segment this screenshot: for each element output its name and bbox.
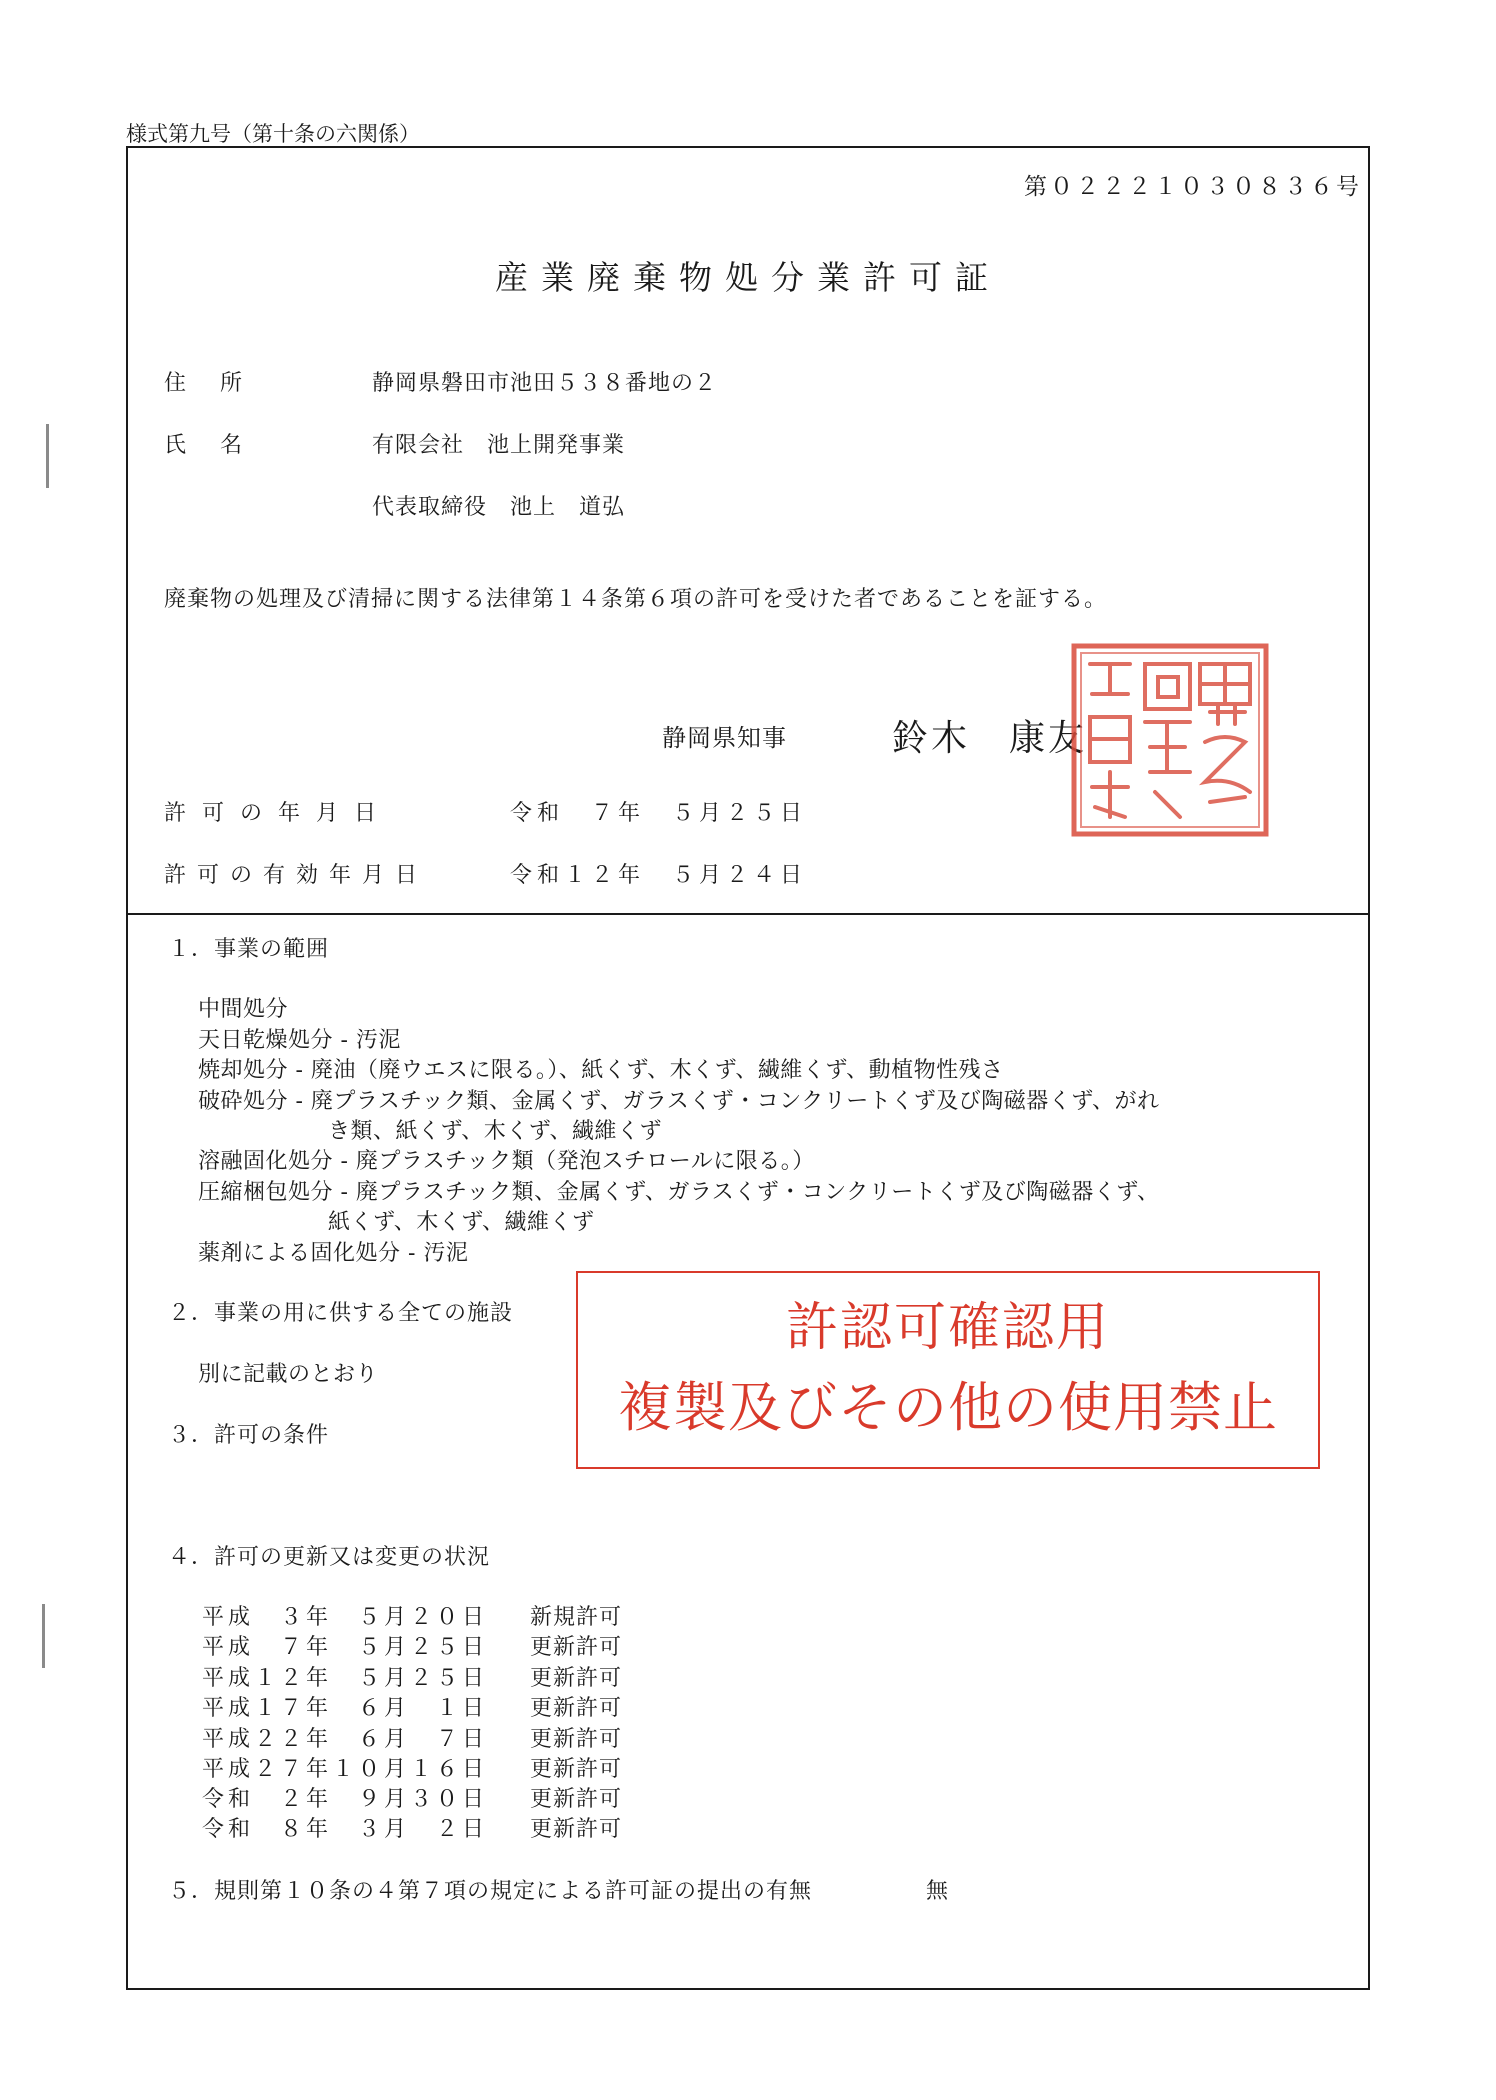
scope-line: 焼却処分 - 廃油（廃ウエスに限る。）、紙くず、木くず、繊維くず、動植物性残さ <box>198 1058 1004 1083</box>
section-3-heading: ３．許可の条件 <box>168 1423 330 1448</box>
section-4-heading: ４．許可の更新又は変更の状況 <box>168 1545 491 1570</box>
scan-artifact <box>42 1604 45 1668</box>
history-type: 更新許可 <box>530 1635 623 1660</box>
certification-statement: 廃棄物の処理及び清掃に関する法律第１４条第６項の許可を受けた者であることを証する。 <box>164 587 1108 612</box>
representative-name: 代表取締役 池上 道弘 <box>372 495 626 520</box>
history-type: 更新許可 <box>530 1666 623 1691</box>
scope-line: 紙くず、木くず、繊維くず <box>328 1210 595 1235</box>
scope-line: 薬剤による固化処分 - 汚泥 <box>198 1241 469 1266</box>
company-name: 有限会社 池上開発事業 <box>372 433 626 458</box>
scope-line: き類、紙くず、木くず、繊維くず <box>328 1119 662 1144</box>
watermark-line-2: 複製及びその他の使用禁止 <box>618 1376 1278 1439</box>
history-type: 更新許可 <box>530 1817 623 1842</box>
scope-line: 天日乾燥処分 - 汚泥 <box>198 1028 401 1053</box>
history-type: 更新許可 <box>530 1696 623 1721</box>
section-1-heading: １．事業の範囲 <box>168 937 330 962</box>
section-divider <box>126 913 1370 915</box>
issuer-name: 鈴木 康友 <box>892 718 1088 759</box>
official-seal-icon <box>1070 642 1270 838</box>
name-label: 氏名 <box>164 433 277 458</box>
scan-artifact <box>46 424 49 488</box>
expiry-date-value: 令和１２年 ５月２４日 <box>510 863 808 888</box>
scope-line: 中間処分 <box>198 997 289 1022</box>
section-2-body: 別に記載のとおり <box>198 1362 379 1387</box>
history-type: 更新許可 <box>530 1787 623 1812</box>
history-date: 平成２７年１０月１６日 <box>202 1757 489 1782</box>
issuer-title: 静岡県知事 <box>662 724 787 752</box>
section-2-heading: ２．事業の用に供する全ての施設 <box>168 1301 514 1326</box>
history-date: 平成２２年 ６月 ７日 <box>202 1727 489 1752</box>
document-title: 産業廃棄物処分業許可証 <box>495 258 1001 297</box>
watermark-line-1: 許認可確認用 <box>785 1298 1110 1358</box>
expiry-date-label: 許可の有効年月日 <box>164 863 429 888</box>
permit-date-value: 令和 ７年 ５月２５日 <box>510 801 808 826</box>
form-label: 様式第九号（第十条の六関係） <box>126 122 420 146</box>
history-type: 新規許可 <box>530 1605 623 1630</box>
section-5-value: 無 <box>926 1879 950 1904</box>
address-value: 静岡県磐田市池田５３８番地の２ <box>372 371 718 396</box>
history-date: 令和 ２年 ９月３０日 <box>202 1787 489 1812</box>
history-date: 平成１７年 ６月 １日 <box>202 1696 489 1721</box>
history-type: 更新許可 <box>530 1727 623 1752</box>
scope-line: 溶融固化処分 - 廃プラスチック類（発泡スチロールに限る。） <box>198 1149 815 1174</box>
history-date: 平成１２年 ５月２５日 <box>202 1666 489 1691</box>
certificate-number: 第０２２２１０３０８３６号 <box>1024 174 1362 200</box>
permit-date-label: 許可の年月日 <box>164 801 393 826</box>
history-type: 更新許可 <box>530 1757 623 1782</box>
history-date: 平成 ３年 ５月２０日 <box>202 1605 489 1630</box>
section-5-heading: ５．規則第１０条の４第７項の規定による許可証の提出の有無 <box>168 1879 813 1904</box>
scope-line: 破砕処分 - 廃プラスチック類、金属くず、ガラスくず・コンクリートくず及び陶磁器くず、がれ <box>198 1089 1160 1114</box>
history-date: 平成 ７年 ５月２５日 <box>202 1635 489 1660</box>
history-date: 令和 ８年 ３月 ２日 <box>202 1817 489 1842</box>
watermark-notice <box>576 1271 1320 1469</box>
scope-line: 圧縮梱包処分 - 廃プラスチック類、金属くず、ガラスくず・コンクリートくず及び陶磁器くず、 <box>198 1180 1160 1205</box>
address-label: 住所 <box>164 371 277 396</box>
